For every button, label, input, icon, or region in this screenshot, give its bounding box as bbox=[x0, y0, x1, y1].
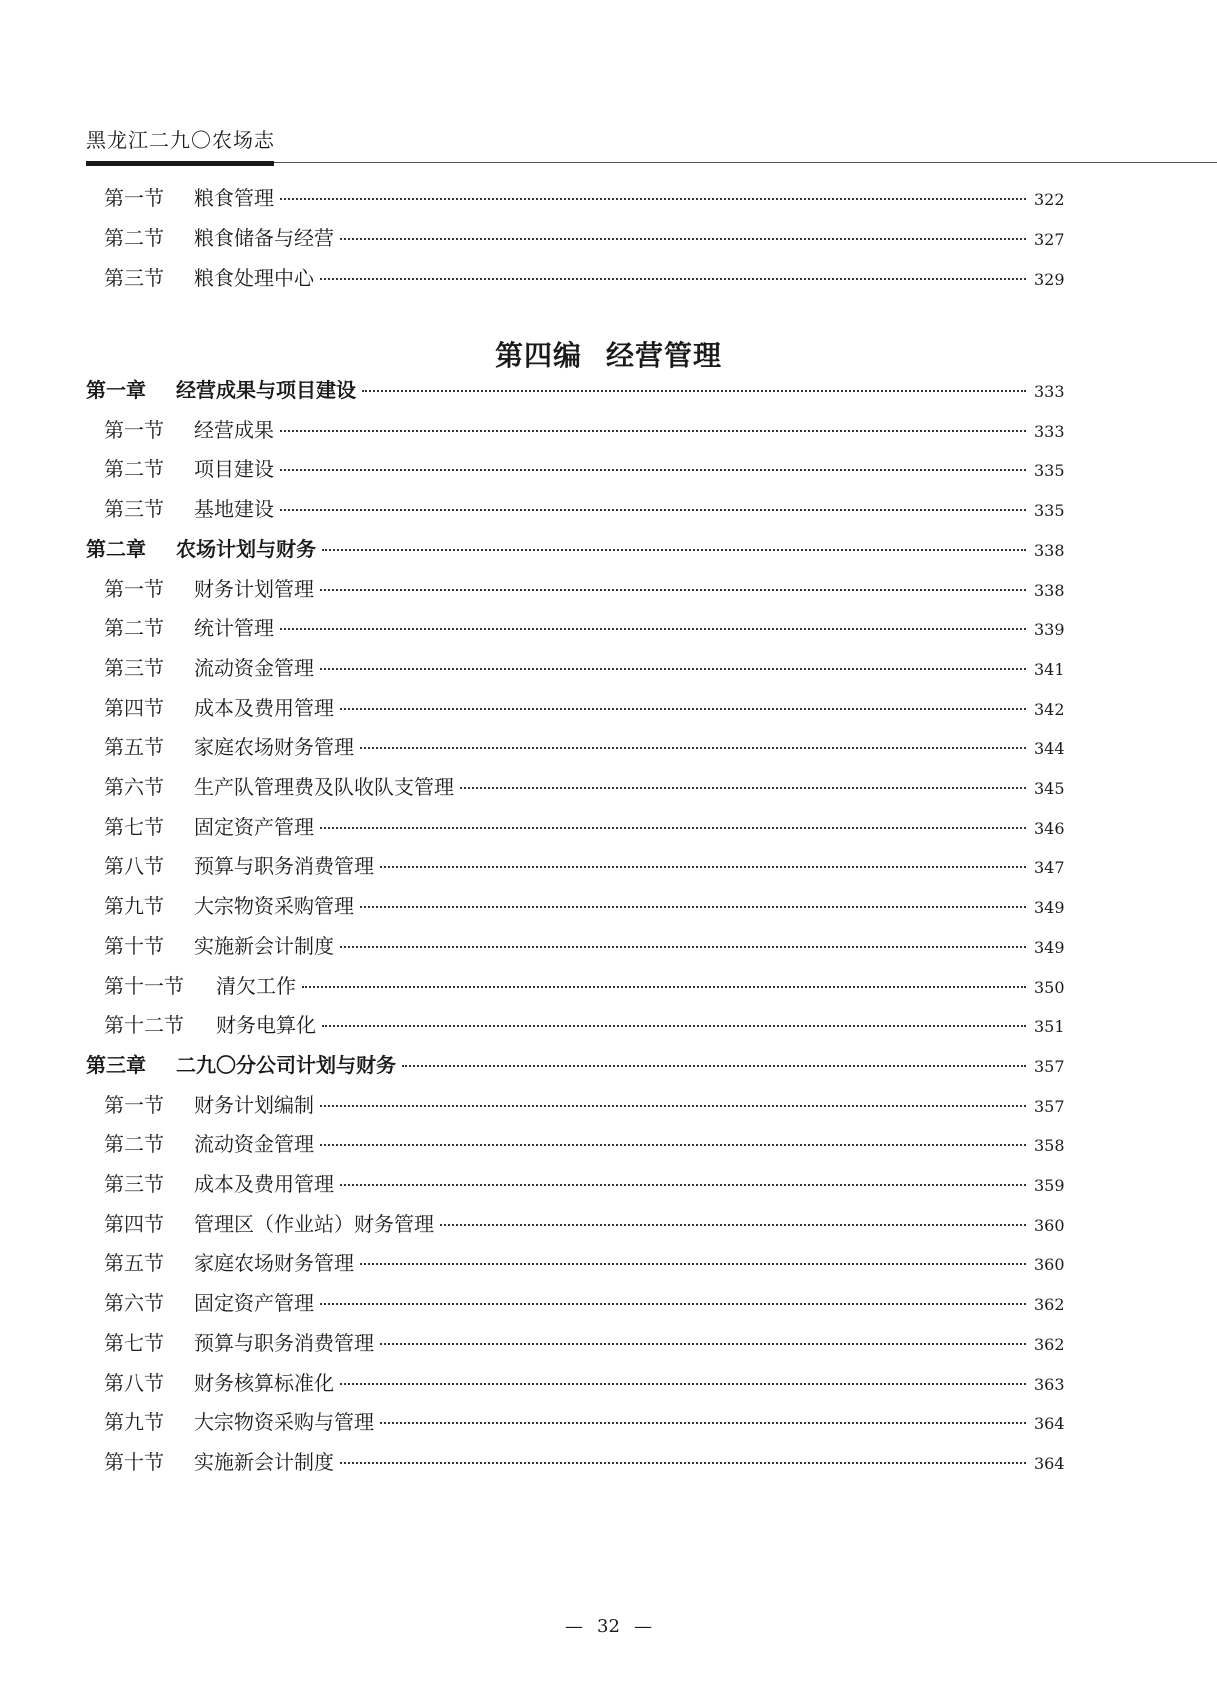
toc-entry-page: 357 bbox=[1034, 1096, 1065, 1116]
toc-entry-title: 家庭农场财务管理 bbox=[194, 735, 354, 760]
toc-entry-title: 生产队管理费及队收队支管理 bbox=[194, 775, 454, 799]
toc-entry-title: 二九〇分公司计划与财务 bbox=[176, 1052, 396, 1077]
toc-entry-page: 364 bbox=[1034, 1414, 1065, 1434]
toc-leader-dots bbox=[340, 1462, 1026, 1464]
toc-leader-dots bbox=[340, 708, 1026, 710]
toc-entry-page: 322 bbox=[1034, 190, 1065, 209]
toc-entry-label: 第二节 bbox=[104, 457, 164, 482]
toc-entry-label: 第五节 bbox=[104, 735, 164, 760]
toc-entry-title: 农场计划与财务 bbox=[176, 536, 316, 561]
toc-entry[interactable] bbox=[104, 262, 1064, 292]
toc-entry-label: 第二节 bbox=[104, 1132, 164, 1157]
toc-entry-page: 349 bbox=[1034, 898, 1065, 918]
toc-entry-page: 345 bbox=[1034, 779, 1065, 798]
page-number: 32 bbox=[597, 1616, 620, 1637]
toc-entry-page: 333 bbox=[1034, 382, 1065, 401]
toc-entry-page: 359 bbox=[1034, 1176, 1065, 1195]
toc-leader-dots bbox=[340, 1383, 1026, 1385]
toc-leader-dots bbox=[380, 1422, 1026, 1424]
toc-leader-dots bbox=[340, 1184, 1026, 1186]
toc-entry[interactable] bbox=[104, 1247, 1064, 1277]
toc-leader-dots bbox=[322, 1025, 1026, 1027]
toc-entry[interactable] bbox=[104, 182, 1064, 212]
toc-entry-label: 第五节 bbox=[104, 1251, 164, 1276]
toc-entry-page: 341 bbox=[1034, 659, 1065, 679]
toc-entry-label: 第六节 bbox=[104, 1291, 164, 1316]
toc-leader-dots bbox=[322, 549, 1026, 551]
toc-entry[interactable] bbox=[104, 652, 1064, 682]
toc-entry-page: 347 bbox=[1034, 858, 1065, 878]
toc-entry[interactable] bbox=[104, 850, 1064, 880]
toc-entry-label: 第八节 bbox=[104, 1370, 164, 1395]
toc-leader-dots bbox=[362, 390, 1026, 392]
toc-entry-label: 第十节 bbox=[104, 933, 164, 958]
toc-entry-title: 大宗物资采购管理 bbox=[194, 894, 354, 919]
toc-entry[interactable] bbox=[104, 930, 1064, 960]
toc-entry[interactable] bbox=[104, 414, 1064, 444]
toc-entry[interactable] bbox=[104, 692, 1064, 722]
toc-entry-label: 第九节 bbox=[104, 894, 164, 919]
toc-entry-page: 362 bbox=[1034, 1334, 1065, 1354]
toc-entry-title: 固定资产管理 bbox=[194, 814, 314, 839]
toc-entry-label: 第十节 bbox=[104, 1449, 164, 1474]
toc-leader-dots bbox=[320, 278, 1026, 280]
toc-entry[interactable] bbox=[104, 970, 1064, 1000]
toc-entry-title: 管理区（作业站）财务管理 bbox=[194, 1211, 434, 1236]
toc-leader-dots bbox=[360, 1263, 1026, 1265]
toc-leader-dots bbox=[360, 906, 1026, 908]
toc-entry-page: 363 bbox=[1034, 1374, 1065, 1394]
toc-entry-title: 成本及费用管理 bbox=[194, 695, 334, 720]
toc-chapter-entry[interactable] bbox=[86, 374, 1064, 404]
toc-entry[interactable] bbox=[104, 1367, 1064, 1397]
toc-leader-dots bbox=[340, 946, 1026, 948]
toc-leader-dots bbox=[380, 866, 1026, 868]
toc-entry-page: 335 bbox=[1034, 461, 1065, 481]
toc-entry-page: 358 bbox=[1034, 1136, 1065, 1156]
toc-entry-title: 财务核算标准化 bbox=[194, 1370, 334, 1395]
toc-leader-dots bbox=[280, 509, 1026, 511]
toc-chapter-entry[interactable] bbox=[86, 1049, 1064, 1079]
toc-leader-dots bbox=[360, 747, 1026, 749]
toc-entry-label: 第三节 bbox=[104, 1172, 164, 1196]
toc-entry-title: 预算与职务消费管理 bbox=[194, 854, 374, 879]
toc-leader-dots bbox=[280, 198, 1026, 200]
toc-leader-dots bbox=[320, 1105, 1026, 1107]
toc-entry-page: 351 bbox=[1034, 1017, 1065, 1037]
toc-entry-title: 大宗物资采购与管理 bbox=[194, 1410, 374, 1435]
toc-entry-title: 经营成果 bbox=[194, 417, 274, 442]
toc-entry[interactable] bbox=[104, 1128, 1064, 1158]
part-label: 第四编 bbox=[494, 339, 582, 372]
toc-entry-page: 360 bbox=[1034, 1255, 1065, 1275]
toc-entry-page: 327 bbox=[1034, 230, 1065, 249]
toc-entry-page: 333 bbox=[1034, 421, 1065, 441]
toc-entry-label: 第七节 bbox=[104, 814, 164, 839]
toc-entry[interactable] bbox=[104, 573, 1064, 603]
part-heading bbox=[0, 334, 1217, 374]
footer-dash-right: — bbox=[633, 1616, 652, 1637]
toc-entry-title: 实施新会计制度 bbox=[194, 933, 334, 958]
toc-entry-page: 338 bbox=[1034, 580, 1065, 600]
toc-entry-label: 第二节 bbox=[104, 226, 164, 250]
toc-entry-title: 预算与职务消费管理 bbox=[194, 1330, 374, 1355]
toc-entry-label: 第四节 bbox=[104, 695, 164, 720]
toc-entry[interactable] bbox=[104, 1208, 1064, 1238]
toc-entry-page: 346 bbox=[1034, 818, 1065, 838]
toc-leader-dots bbox=[320, 668, 1026, 670]
toc-entry[interactable] bbox=[104, 771, 1064, 801]
toc-entry-title: 财务计划管理 bbox=[194, 576, 314, 601]
toc-entry-label: 第四节 bbox=[104, 1211, 164, 1236]
toc-entry-label: 第一章 bbox=[86, 378, 146, 402]
toc-entry[interactable] bbox=[104, 890, 1064, 920]
toc-entry[interactable] bbox=[104, 811, 1064, 841]
toc-entry[interactable] bbox=[104, 1089, 1064, 1119]
toc-entry-label: 第七节 bbox=[104, 1330, 164, 1355]
part-title: 经营管理 bbox=[606, 339, 723, 372]
toc-entry-page: 349 bbox=[1034, 937, 1065, 957]
page-footer bbox=[0, 1616, 1217, 1637]
toc-entry[interactable] bbox=[104, 612, 1064, 642]
toc-entry-title: 财务电算化 bbox=[216, 1013, 316, 1038]
toc-entry-title: 清欠工作 bbox=[216, 973, 296, 998]
toc-leader-dots bbox=[280, 628, 1026, 630]
toc-entry-label: 第一节 bbox=[104, 1092, 164, 1117]
toc-entry[interactable] bbox=[104, 222, 1064, 252]
toc-entry-title: 项目建设 bbox=[194, 457, 274, 482]
toc-chapter-entry[interactable] bbox=[86, 533, 1064, 563]
toc-entry-page: 339 bbox=[1034, 620, 1065, 640]
toc-entry-label: 第二节 bbox=[104, 616, 164, 641]
toc-entry-page: 357 bbox=[1034, 1056, 1065, 1076]
toc-entry-page: 364 bbox=[1034, 1453, 1065, 1473]
toc-entry-title: 粮食储备与经营 bbox=[194, 226, 334, 250]
toc-entry[interactable] bbox=[104, 493, 1064, 523]
toc-leader-dots bbox=[280, 430, 1026, 432]
footer-dash-left: — bbox=[565, 1616, 584, 1637]
toc-leader-dots bbox=[320, 1144, 1026, 1146]
toc-entry-label: 第一节 bbox=[104, 417, 164, 442]
toc-entry-label: 第九节 bbox=[104, 1410, 164, 1435]
toc-leader-dots bbox=[460, 787, 1026, 789]
toc-entry-title: 经营成果与项目建设 bbox=[176, 378, 356, 402]
toc-entry-label: 第三节 bbox=[104, 266, 164, 290]
toc-entry-label: 第六节 bbox=[104, 775, 164, 799]
toc-entry[interactable] bbox=[104, 731, 1064, 761]
toc-entry-title: 财务计划编制 bbox=[194, 1092, 314, 1117]
toc-entry[interactable] bbox=[104, 1406, 1064, 1436]
toc-entry-page: 362 bbox=[1034, 1295, 1065, 1315]
toc-entry-page: 344 bbox=[1034, 739, 1065, 759]
toc-entry-page: 342 bbox=[1034, 699, 1065, 719]
toc-entry[interactable] bbox=[104, 1327, 1064, 1357]
toc-entry-label: 第八节 bbox=[104, 854, 164, 879]
toc-entry-page: 338 bbox=[1034, 540, 1065, 560]
toc-leader-dots bbox=[402, 1065, 1026, 1067]
toc-leader-dots bbox=[340, 238, 1026, 240]
toc-leader-dots bbox=[280, 469, 1026, 471]
toc-entry-title: 统计管理 bbox=[194, 616, 274, 641]
toc-entry-title: 流动资金管理 bbox=[194, 655, 314, 680]
toc-entry-label: 第一节 bbox=[104, 186, 164, 210]
toc-leader-dots bbox=[320, 1303, 1026, 1305]
toc-entry[interactable] bbox=[104, 1287, 1064, 1317]
toc-entry[interactable] bbox=[104, 1446, 1064, 1476]
toc-entry[interactable] bbox=[104, 1009, 1064, 1039]
toc-leader-dots bbox=[320, 589, 1026, 591]
toc-entry-label: 第三章 bbox=[86, 1052, 146, 1077]
toc-entry-title: 家庭农场财务管理 bbox=[194, 1251, 354, 1276]
toc-entry-label: 第一节 bbox=[104, 576, 164, 601]
toc-entry-title: 基地建设 bbox=[194, 497, 274, 522]
toc-leader-dots bbox=[380, 1343, 1026, 1345]
toc-entry-label: 第十一节 bbox=[104, 973, 184, 998]
toc-entry-title: 粮食处理中心 bbox=[194, 266, 314, 290]
toc-entry-page: 350 bbox=[1034, 977, 1065, 997]
toc-entry-title: 流动资金管理 bbox=[194, 1132, 314, 1157]
running-header-title: 黑龙江二九〇农场志 bbox=[86, 128, 275, 152]
toc-entry-label: 第十二节 bbox=[104, 1013, 184, 1038]
toc-entry-page: 360 bbox=[1034, 1215, 1065, 1235]
toc-entry-title: 固定资产管理 bbox=[194, 1291, 314, 1316]
toc-entry[interactable] bbox=[104, 1168, 1064, 1198]
toc-leader-dots bbox=[440, 1224, 1026, 1226]
toc-entry-title: 实施新会计制度 bbox=[194, 1449, 334, 1474]
toc-leader-dots bbox=[320, 827, 1026, 829]
toc-entry[interactable] bbox=[104, 453, 1064, 483]
toc-entry-label: 第二章 bbox=[86, 536, 146, 561]
toc-leader-dots bbox=[302, 986, 1026, 988]
toc-entry-label: 第三节 bbox=[104, 497, 164, 522]
toc-entry-label: 第三节 bbox=[104, 655, 164, 680]
toc-entry-page: 335 bbox=[1034, 501, 1065, 521]
toc-entry-title: 成本及费用管理 bbox=[194, 1172, 334, 1196]
toc-entry-page: 329 bbox=[1034, 270, 1065, 289]
toc-entry-title: 粮食管理 bbox=[194, 186, 274, 210]
